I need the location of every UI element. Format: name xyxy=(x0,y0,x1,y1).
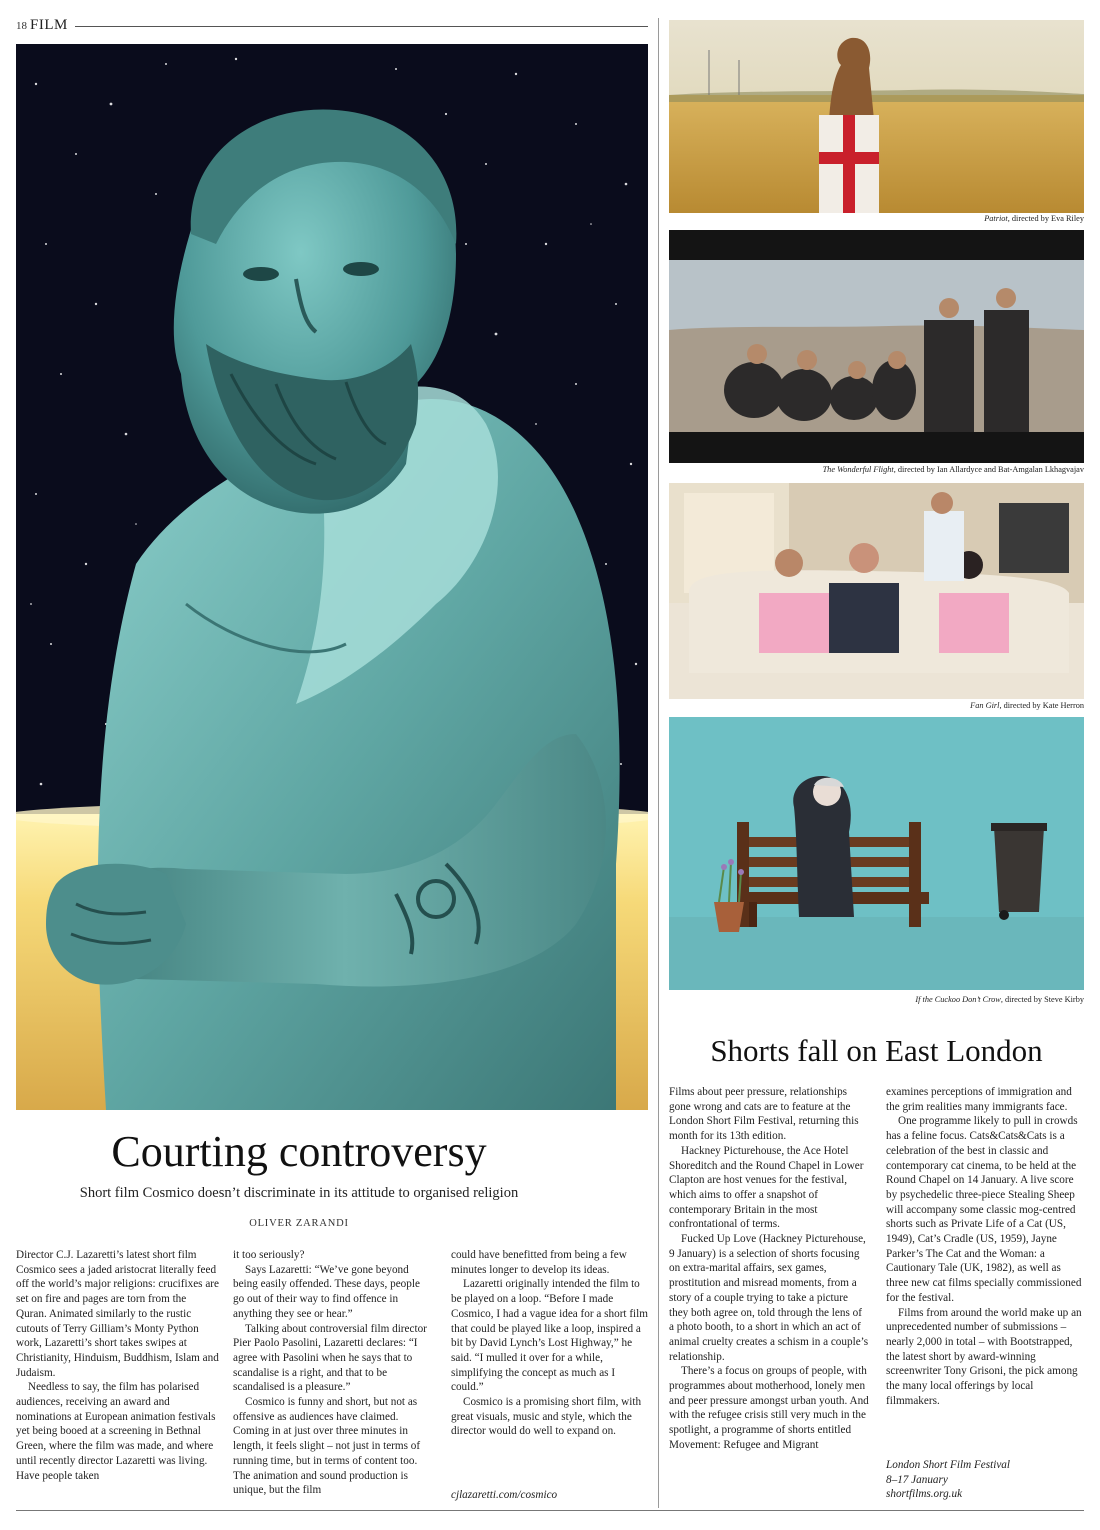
paragraph: Lazaretti originally intended the film to be played on a loop. “Before I made Cosmico, I had a vague idea for a short film that could be played like a loop, inspired a bit by David Lynch’s Lost Highway,” he said. “I mulled it over for a while, simplifying the concept as much as I could.” xyxy=(451,1278,648,1394)
paragraph: Films about peer pressure, relationships gone wrong and cats are to feature at the London Short Film Festival, returning this month for its 13th edition. xyxy=(669,1086,859,1143)
right-article-column-2 xyxy=(886,1085,1084,1408)
paragraph: could have benefitted from being a few minutes longer to develop its ideas. xyxy=(451,1249,627,1276)
hero-image-statue xyxy=(16,44,648,1110)
article-byline: OLIVER ZARANDI xyxy=(249,1218,349,1229)
photo-caption xyxy=(669,214,1084,223)
photo-fan-girl xyxy=(669,483,1084,699)
paragraph: One programme likely to pull in crowds has a feline focus. Cats&Cats&Cats is a celebration of the best in classic and contemporary cat cinema, to be held at the Round Chapel on 14 January. A live score by psychedelic three-piece Stealing Sheep will accompany some classic mog-centred shorts such as Private Life of a Cat (US, 1949), Cat’s Cradle (US, 1959), Jayne Parker’s The Cat and the Woman: a Cautionary Tale (UK, 1982), as well as three new cat films specially commissioned for the festival. xyxy=(886,1115,1082,1304)
article-headline: Courting controversy xyxy=(111,1127,487,1176)
photo-wonderful-flight xyxy=(669,230,1084,463)
photo-caption xyxy=(669,701,1084,710)
left-article-column-3 xyxy=(451,1248,648,1439)
photo-patriot xyxy=(669,20,1084,213)
festival-info xyxy=(886,1458,1010,1502)
festival-website-link[interactable]: shortfilms.org.uk xyxy=(886,1488,963,1501)
header-rule xyxy=(75,26,648,27)
festival-name: London Short Film Festival xyxy=(886,1459,1010,1471)
left-article-column-1 xyxy=(16,1248,219,1483)
page-number: 18 xyxy=(16,20,27,32)
film-title: Patriot xyxy=(984,214,1008,223)
caption-credit: , directed by Ian Allardyce and Bat-Amgalan Lkhagvajav xyxy=(893,465,1084,474)
right-article-headline: Shorts fall on East London xyxy=(710,1033,1043,1068)
article-standfirst: Short film Cosmico doesn’t discriminate in its attitude to organised religion xyxy=(79,1185,519,1201)
festival-dates: 8–17 January xyxy=(886,1473,948,1486)
paragraph: Talking about controversial film director Pier Paolo Pasolini, Lazaretti declares: “I agree with Pasolini when he says that to scandalise is a right, and that to be scandalised is a pleasure.” xyxy=(233,1322,427,1394)
paragraph: Hackney Picturehouse, the Ace Hotel Shoreditch and the Round Chapel in Lower Clapton are host venues for the festival, which aims to offer a snapshot of contemporary Britain in the most confrontational of terms. xyxy=(669,1144,864,1231)
photo-caption xyxy=(669,995,1084,1004)
paragraph: it too seriously? xyxy=(233,1249,305,1261)
paragraph: examines perceptions of immigration and the grim realities many immigrants face. xyxy=(886,1086,1072,1113)
section-label: FILM xyxy=(30,17,68,33)
column-divider xyxy=(658,18,659,1508)
photo-caption xyxy=(669,465,1084,474)
paragraph: Films from around the world make up an unprecedented number of submissions – nearly 2,000 in total – with Bootstrapped, the latest short by award-winning screenwriter Tony Grisoni, the pick among the many local offerings by local filmmakers. xyxy=(886,1306,1082,1407)
left-article-column-2 xyxy=(233,1248,433,1498)
photo-if-the-cuckoo-dont-crow xyxy=(669,717,1084,990)
film-title: The Wonderful Flight xyxy=(822,465,894,474)
right-article-column-1 xyxy=(669,1085,869,1453)
paragraph: There’s a focus on groups of people, with programmes about motherhood, lonely men and peer pressure amongst urban youth. And with the refugee crisis still very much in the spotlight, a programme of shorts entitled Movement: Refugee and Migrant xyxy=(669,1365,869,1451)
film-title: Fan Girl xyxy=(970,701,1000,710)
paragraph: Cosmico is funny and short, but not as offensive as audiences have claimed. Coming in at just over three minutes in length, it feels slight – not just in terms of running time, but in terms of content too. The animation and sound production is unique, but the film xyxy=(233,1396,421,1497)
film-website-link[interactable]: cjlazaretti.com/cosmico xyxy=(451,1489,558,1501)
footer-rule xyxy=(16,1510,1084,1511)
caption-credit: , directed by Steve Kirby xyxy=(1000,995,1084,1004)
paragraph: Needless to say, the film has polarised audiences, receiving an award and nominations at European animation festivals yet being booed at a screening in Bethnal Green, where the film was made, and where until recently director Lazaretti was living. Have people taken xyxy=(16,1381,216,1482)
paragraph: Fucked Up Love (Hackney Picturehouse, 9 January) is a selection of shorts focusing on extra-marital affairs, sex games, prostitution and misread moments, from a story of a couple trying to take a picture they both agree on, told through the lens of a photo booth, to a short in which an act of animal cruelty creates a schism in a couple’s relationship. xyxy=(669,1233,869,1363)
paragraph: Cosmico is a promising short film, with great visuals, music and style, which the director would do well to expand on. xyxy=(451,1396,642,1438)
paragraph: Says Lazaretti: “We’ve gone beyond being easily offended. These days, people go out of their way to find offence in anything they see or hear.” xyxy=(233,1263,420,1320)
film-title: If the Cuckoo Don’t Crow xyxy=(915,995,1001,1004)
paragraph: Director C.J. Lazaretti’s latest short film Cosmico sees a jaded aristocrat literally feed off the world’s major religions: crucifixes are set on fire and pages are torn from the Quran. Animated similarly to the rustic cutouts of Terry Gilliam’s Monty Python work, Lazaretti’s short takes swipes at Christianity, Hinduism, Buddhism, Islam and Judaism. xyxy=(16,1249,219,1379)
caption-credit: , directed by Kate Herron xyxy=(999,701,1084,710)
caption-credit: , directed by Eva Riley xyxy=(1007,214,1084,223)
statue-illustration xyxy=(16,44,648,1110)
